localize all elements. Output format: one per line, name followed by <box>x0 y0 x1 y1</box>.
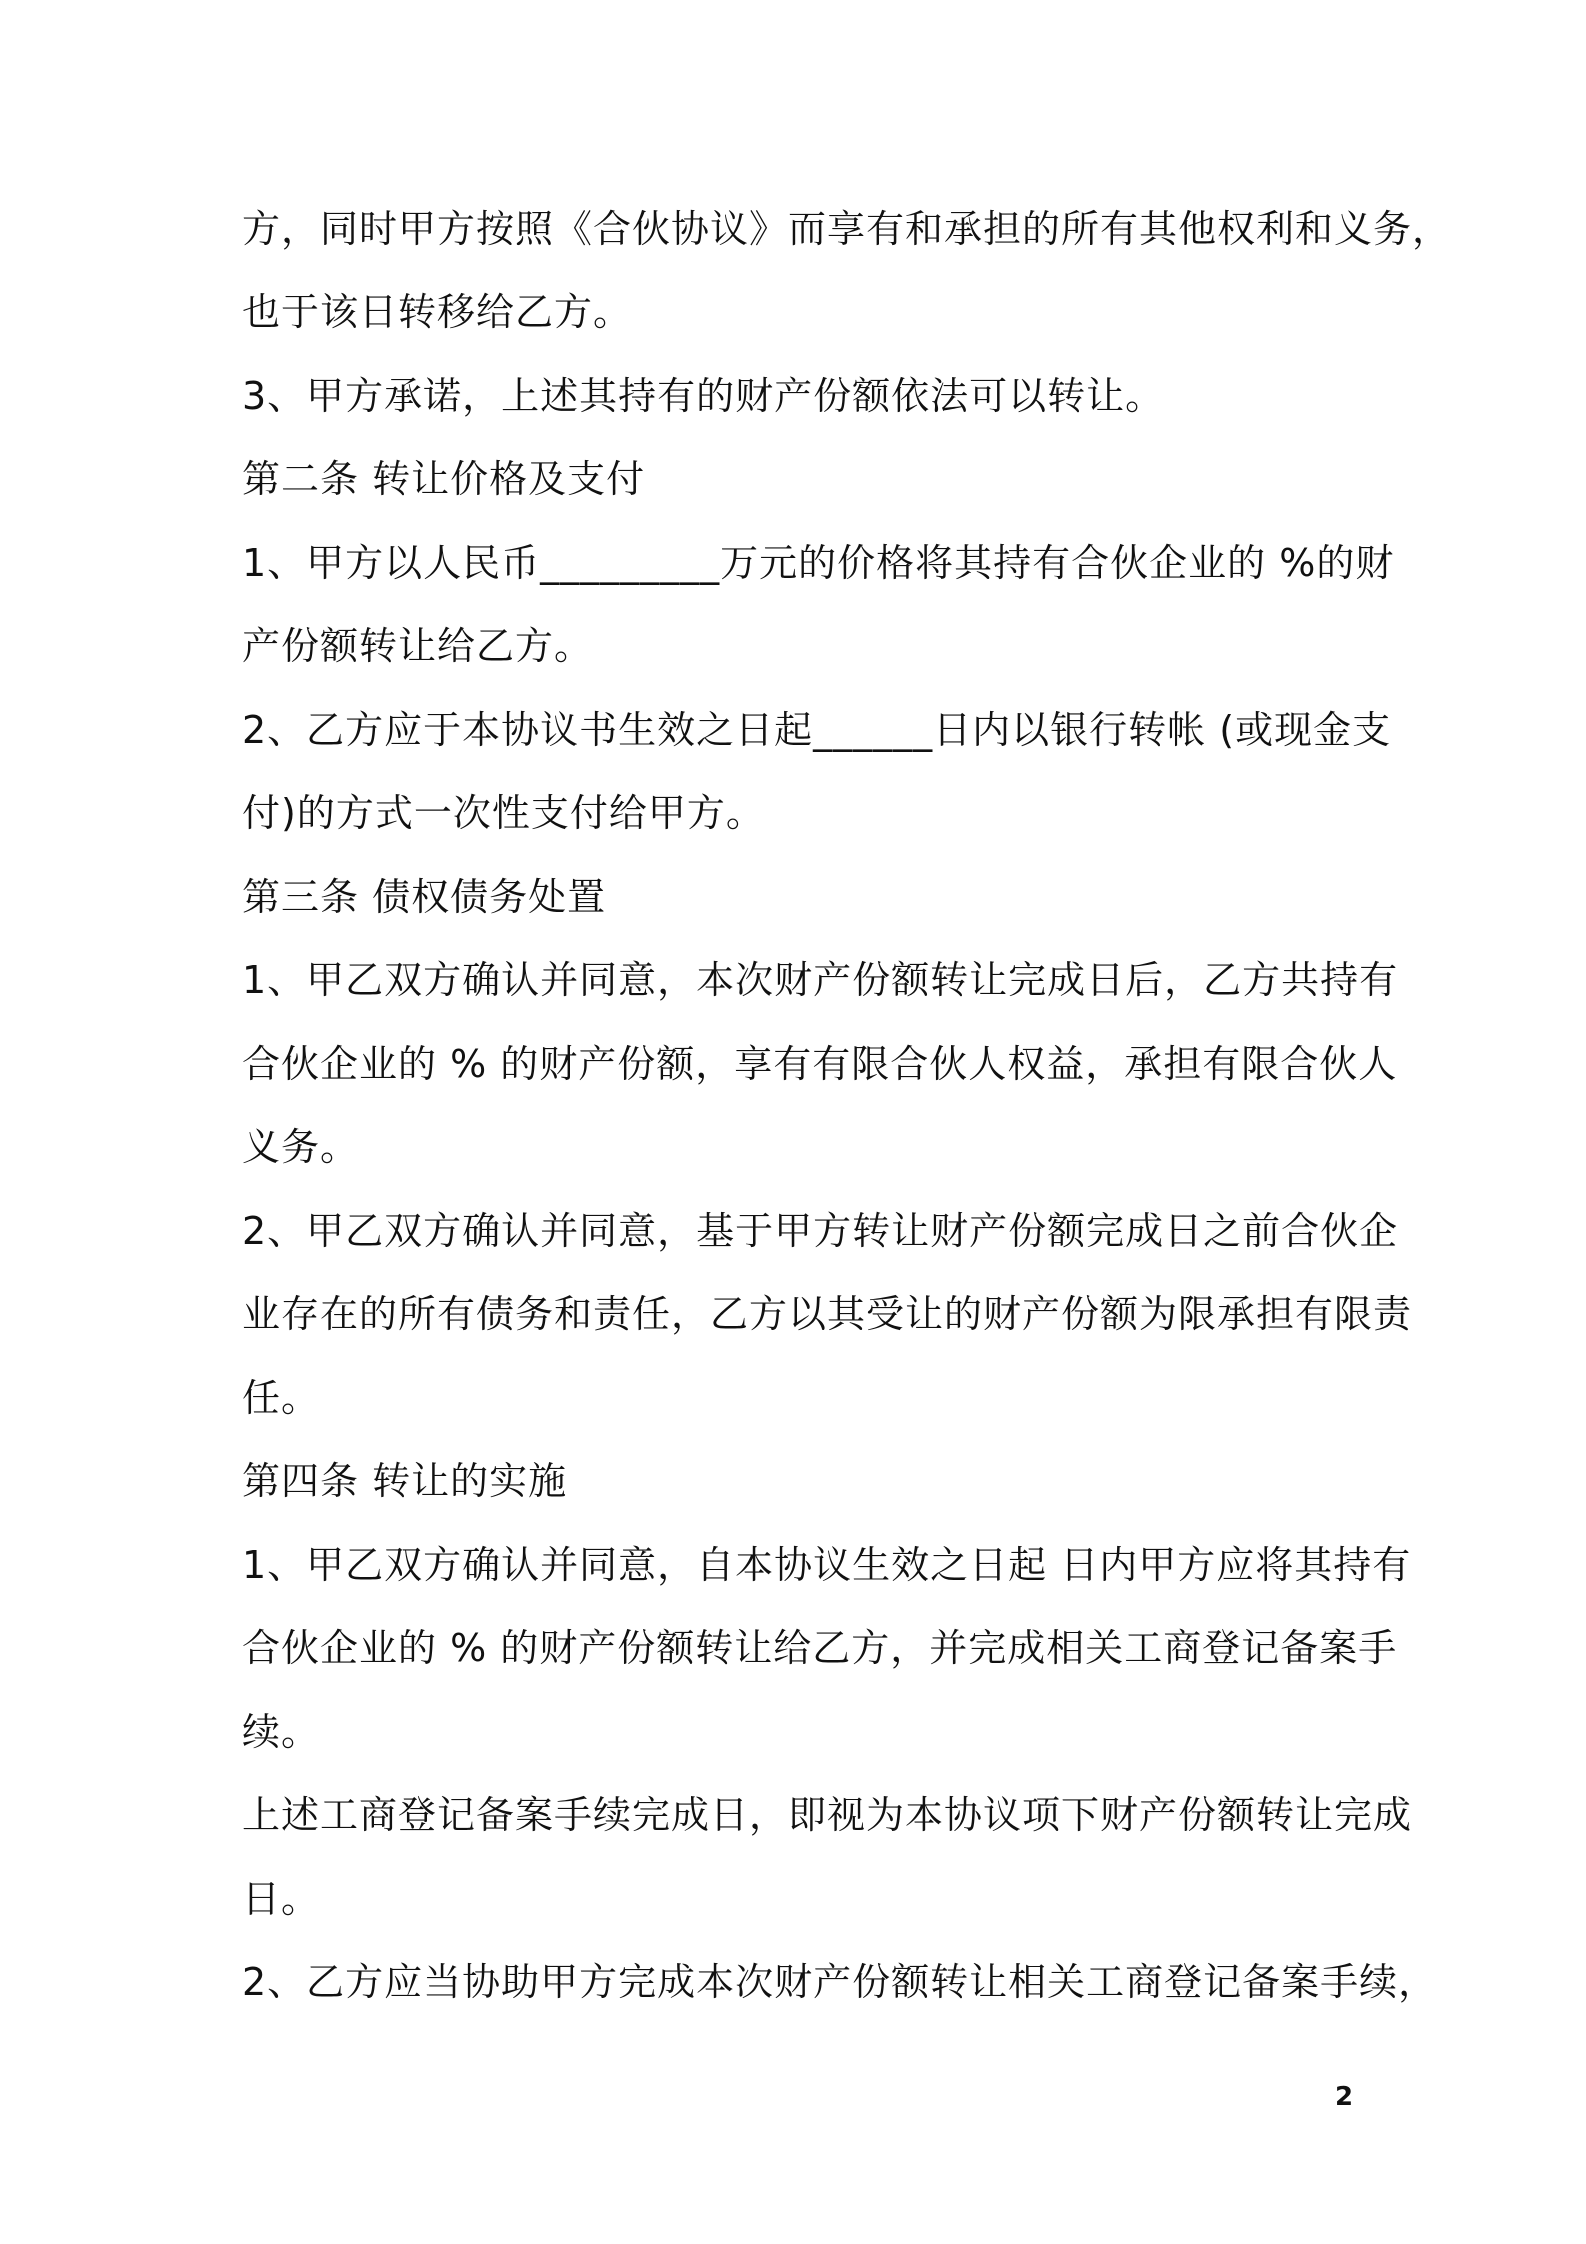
text-line: 2、乙方应于本协议书生效之日起______日内以银行转帐 (或现金支 <box>242 708 1392 752</box>
text-line: 日。 <box>242 1877 321 1921</box>
text-line: 方，同时甲方按照《合伙协议》而享有和承担的所有其他权利和义务， <box>242 207 1452 251</box>
section-heading: 第四条 转让的实施 <box>242 1459 568 1503</box>
page-number: 2 <box>1335 2082 1354 2112</box>
text-line: 也于该日转移给乙方。 <box>242 290 633 334</box>
text-line: 义务。 <box>242 1125 360 1169</box>
text-line: 2、甲乙双方确认并同意，基于甲方转让财产份额完成日之前合伙企 <box>242 1209 1399 1253</box>
text-line: 任。 <box>242 1376 321 1420</box>
section-heading: 第二条 转让价格及支付 <box>242 457 646 501</box>
text-line: 上述工商登记备案手续完成日，即视为本协议项下财产份额转让完成 <box>242 1793 1413 1837</box>
text-line: 1、甲乙双方确认并同意，自本协议生效之日起 日内甲方应将其持有 <box>242 1543 1412 1587</box>
text-line: 1、甲乙双方确认并同意，本次财产份额转让完成日后，乙方共持有 <box>242 958 1399 1002</box>
text-line: 2、乙方应当协助甲方完成本次财产份额转让相关工商登记备案手续， <box>242 1960 1438 2004</box>
text-line: 合伙企业的 % 的财产份额，享有有限合伙人权益，承担有限合伙人 <box>242 1042 1398 1086</box>
text-line: 产份额转让给乙方。 <box>242 624 594 668</box>
text-line: 1、甲方以人民币_________万元的价格将其持有合伙企业的 %的财 <box>242 541 1395 585</box>
text-line: 付)的方式一次性支付给甲方。 <box>242 791 765 835</box>
text-line: 合伙企业的 % 的财产份额转让给乙方，并完成相关工商登记备案手 <box>242 1626 1398 1670</box>
text-line: 3、甲方承诺，上述其持有的财产份额依法可以转让。 <box>242 374 1165 418</box>
section-heading: 第三条 债权债务处置 <box>242 875 607 919</box>
text-line: 业存在的所有债务和责任，乙方以其受让的财产份额为限承担有限责 <box>242 1292 1413 1336</box>
text-line: 续。 <box>242 1710 321 1754</box>
